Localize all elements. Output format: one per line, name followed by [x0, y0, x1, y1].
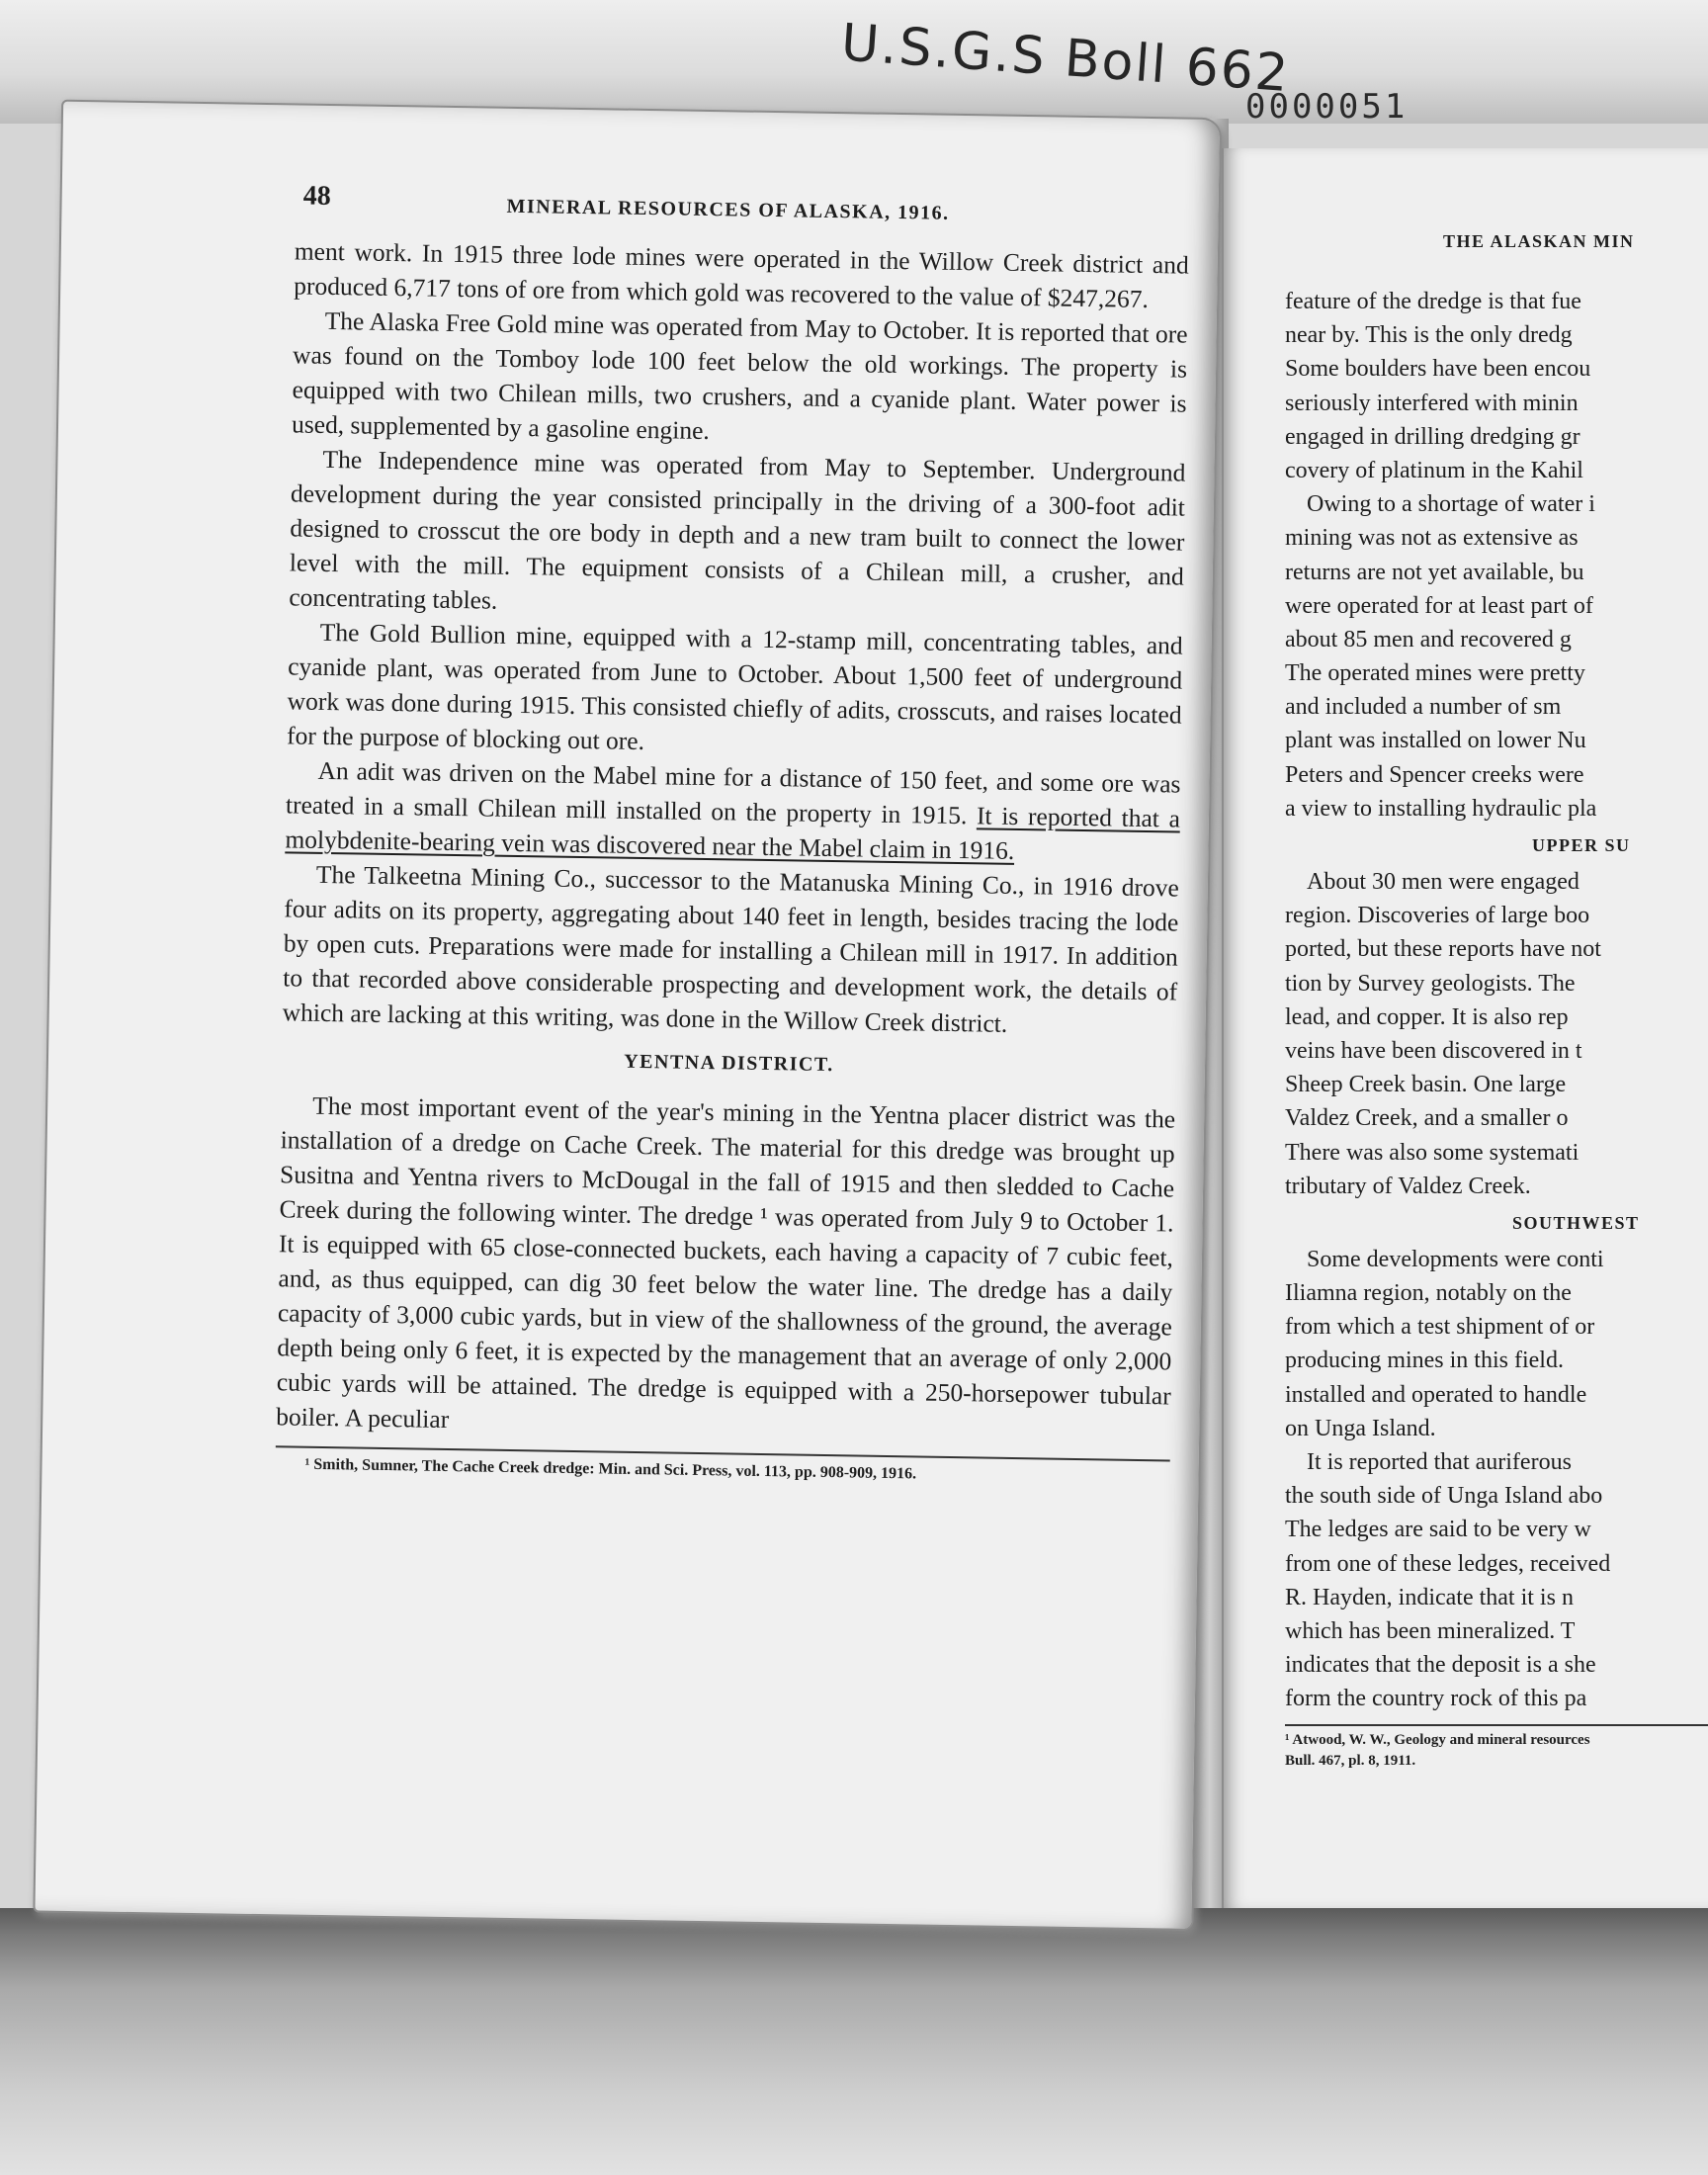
text-line: feature of the dredge is that fue: [1285, 289, 1581, 314]
running-head: THE ALASKAN MIN: [1443, 231, 1635, 251]
section-heading: SOUTHWEST: [1512, 1212, 1640, 1233]
text-line: R. Hayden, indicate that it is n: [1285, 1584, 1574, 1610]
text-line: and included a number of sm: [1285, 694, 1562, 721]
text-line: veins have been discovered in t: [1285, 1037, 1582, 1064]
paragraph: The Gold Bullion mine, equipped with a 12-stamp mill, concentrating tables, and cyanide plant, was operated from June to October. About 1,500 feet of underground work was done during 1915. This consisted chiefly of adits, crosscuts, and raises located for the purpose of blocking out ore.: [286, 617, 1183, 756]
text-line: Iliamna region, notably on the: [1285, 1280, 1572, 1307]
text-line: mining was not as extensive as: [1285, 525, 1579, 552]
footnote-rule: [1285, 1724, 1708, 1726]
text-line: a view to installing hydraulic pla: [1285, 795, 1597, 822]
text-line: indicates that the deposit is a she: [1285, 1652, 1596, 1679]
page-number: 48: [302, 180, 331, 212]
text-line: the south side of Unga Island abo: [1285, 1483, 1603, 1510]
running-head: MINERAL RESOURCES OF ALASKA, 1916.: [506, 195, 950, 224]
underlined-passage: It is reported that a molybdenite-bearing vein was discovered near the Mabel claim in 1916.: [285, 801, 1181, 865]
left-page: [33, 100, 1222, 1931]
text-line: Some boulders have been encou: [1285, 356, 1591, 383]
text-line: ported, but these reports have not: [1285, 936, 1601, 963]
paragraph: The Talkeetna Mining Co., successor to the Matanuska Mining Co., in 1916 drove four adits on its property, aggregating about 140 feet in length, besides tracing the lode by open cuts. Preparations were made for installing a Chilean mill in 1917. In addition to that recorded above considerable prospecting and development work, the details of which are lacking at this writing, was done in the Willow Creek district.: [282, 859, 1180, 1038]
text-line: Some developments were conti: [1307, 1246, 1604, 1272]
text-line: Valdez Creek, and a smaller o: [1285, 1105, 1569, 1132]
text-line: It is reported that auriferous: [1307, 1449, 1572, 1475]
text-line: form the country rock of this pa: [1285, 1686, 1587, 1712]
text-line: on Unga Island.: [1285, 1415, 1436, 1441]
text-line: lead, and copper. It is also rep: [1285, 1003, 1569, 1030]
left-body-text: [275, 233, 1189, 1489]
stamp-number: 0000051: [1245, 87, 1409, 127]
text-line: The ledges are said to be very w: [1285, 1517, 1591, 1543]
text-line: about 85 men and recovered g: [1285, 626, 1572, 652]
text-line: tributary of Valdez Creek.: [1285, 1173, 1531, 1199]
handwritten-label: U.S.G.S Boll 662: [839, 13, 1292, 105]
text-line: tion by Survey geologists. The: [1285, 970, 1576, 997]
text-line: The operated mines were pretty: [1285, 660, 1585, 687]
footnote: Bull. 467, pl. 8, 1911.: [1285, 1752, 1416, 1769]
text-line: covery of platinum in the Kahil: [1285, 457, 1583, 483]
text-line: which has been mineralized. T: [1285, 1617, 1576, 1644]
text-line: returns are not yet available, bu: [1285, 559, 1584, 585]
text-line: engaged in drilling dredging gr: [1285, 423, 1580, 450]
footnote: ¹ Smith, Sumner, The Cache Creek dredge: Min. and Sci. Press, vol. 113, pp. 908-909, 1916.: [304, 1455, 917, 1483]
text-line: Owing to a shortage of water i: [1307, 491, 1595, 518]
text-line: seriously interfered with minin: [1285, 390, 1579, 416]
section-heading: UPPER SU: [1532, 835, 1631, 855]
scan-background-bottom: [0, 1908, 1708, 2175]
paragraph: The most important event of the year's mining in the Yentna placer district was the installation of a dredge on Cache Creek. The material for this dredge was brought up Susitna and Yentna rivers to McDougal in the fall of 1915 and then sledded to Cache Creek during the following winter. The dredge ¹ was operated from July 9 to October 1. It is equipped with 65 close-connected buckets, each having a capacity of 7 cubic feet, and, as thus equipped, can dig 30 feet below the water line. The dredge has a daily capacity of 3,000 cubic yards, but in view of the shallowness of the ground, the average depth being only 6 feet, it is expected by the management that an average of only 2,000 cubic yards will be attained. The dredge is equipped with a 250-horsepower tubular boiler. A peculiar: [276, 1090, 1176, 1435]
paragraph: ment work. In 1915 three lode mines were operated in the Willow Creek district and produced 6,717 tons of ore from which gold was recovered to the value of $247,267.: [294, 236, 1189, 313]
right-page: [1222, 148, 1708, 1908]
text-line: from which a test shipment of or: [1285, 1314, 1595, 1341]
text-line: Sheep Creek basin. One large: [1285, 1072, 1567, 1098]
text-line: Peters and Spencer creeks were: [1285, 761, 1584, 788]
text-line: About 30 men were engaged: [1307, 869, 1580, 895]
text-line: were operated for at least part of: [1285, 592, 1593, 619]
text-line: There was also some systemati: [1285, 1139, 1580, 1166]
section-heading: YENTNA DISTRICT.: [624, 1050, 834, 1077]
paragraph: The Alaska Free Gold mine was operated from May to October. It is reported that ore was found on the Tomboy lode 100 feet below the old workings. The property is equipped with two Chilean mills, two crushers, and a cyanide plant. Water power is used, supplemented by a gasoline engine.: [291, 305, 1188, 446]
mabel-paragraph: [285, 752, 1181, 870]
text-line: installed and operated to handle: [1285, 1381, 1587, 1408]
text-line: plant was installed on lower Nu: [1285, 728, 1586, 754]
text-line: near by. This is the only dredg: [1285, 322, 1573, 349]
paragraph-text: An adit was driven on the Mabel mine for a distance of 150 feet, and some ore was treated in a small Chilean mill installed on the property in 1915.: [285, 755, 1181, 830]
right-body-text: [1285, 285, 1708, 1772]
text-line: region. Discoveries of large boo: [1285, 903, 1590, 929]
footnote: ¹ Atwood, W. W., Geology and mineral resources: [1285, 1731, 1590, 1748]
text-line: from one of these ledges, received: [1285, 1550, 1611, 1577]
paragraph: The Independence mine was operated from May to September. Underground development during the year consisted principally in the driving of a 300-foot adit designed to crosscut the ore body in depth and a new tram built to connect the lower level with the mill. The equipment consists of a Chilean mill, a crusher, and concentrating tables.: [289, 444, 1186, 615]
text-line: producing mines in this field.: [1285, 1348, 1564, 1374]
